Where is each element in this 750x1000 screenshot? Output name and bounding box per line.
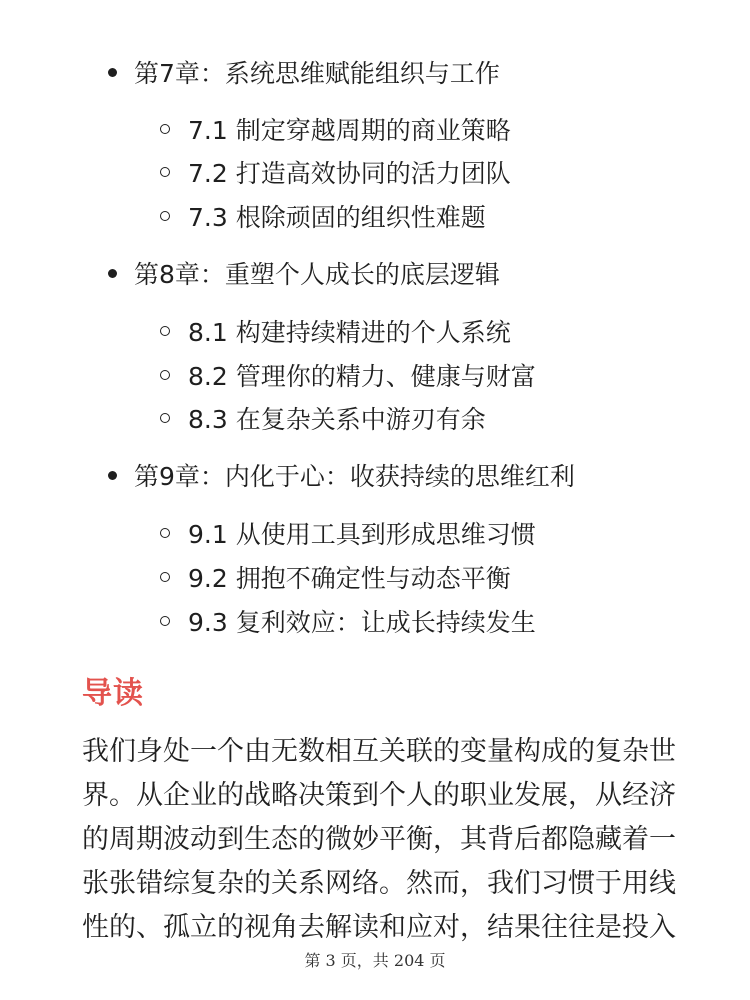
section-title: 7.3 根除顽固的组织性难题 — [188, 203, 486, 232]
toc-chapter-8 — [112, 251, 500, 295]
toc-section-9-3 — [160, 599, 536, 643]
section-title: 7.2 打造高效协同的活力团队 — [188, 159, 511, 188]
toc-section-9-1 — [160, 511, 536, 555]
page-number-footer: 第 3 页，共 204 页 — [304, 951, 446, 970]
bullet-circle-icon — [160, 167, 170, 177]
toc-chapter-7 — [112, 50, 500, 94]
bullet-dot-icon — [108, 68, 117, 77]
chapter-title: 第7章：系统思维赋能组织与工作 — [134, 59, 500, 88]
paragraph-line: 的周期波动到生态的微妙平衡，其背后都隐藏着一 — [82, 824, 676, 855]
bullet-circle-icon — [160, 528, 170, 538]
section-title: 7.1 制定穿越周期的商业策略 — [188, 116, 511, 145]
chapter-title: 第8章：重塑个人成长的底层逻辑 — [134, 260, 500, 289]
toc-section-9-2 — [160, 555, 511, 599]
toc-section-7-2 — [160, 150, 511, 194]
section-title: 8.1 构建持续精进的个人系统 — [188, 318, 511, 347]
chapter-title: 第9章：内化于心：收获持续的思维红利 — [134, 462, 575, 491]
intro-paragraph — [82, 730, 676, 950]
section-title: 9.1 从使用工具到形成思维习惯 — [188, 520, 536, 549]
toc-section-7-1 — [160, 107, 511, 151]
section-title: 9.3 复利效应：让成长持续发生 — [188, 608, 536, 637]
paragraph-line: 张张错综复杂的关系网络。然而，我们习惯于用线 — [82, 868, 676, 899]
bullet-circle-icon — [160, 616, 170, 626]
toc-section-7-3 — [160, 194, 486, 238]
toc-section-8-2 — [160, 353, 536, 397]
bullet-circle-icon — [160, 370, 170, 380]
section-title: 8.3 在复杂关系中游刃有余 — [188, 405, 486, 434]
toc-chapter-9 — [112, 453, 575, 497]
section-title: 9.2 拥抱不确定性与动态平衡 — [188, 564, 511, 593]
bullet-circle-icon — [160, 572, 170, 582]
bullet-circle-icon — [160, 413, 170, 423]
paragraph-line: 界。从企业的战略决策到个人的职业发展，从经济 — [82, 780, 676, 811]
paragraph-line: 性的、孤立的视角去解读和应对，结果往往是投入 — [82, 912, 676, 943]
bullet-circle-icon — [160, 326, 170, 336]
paragraph-line: 我们身处一个由无数相互关联的变量构成的复杂世 — [82, 736, 676, 767]
toc-section-8-1 — [160, 309, 511, 353]
bullet-circle-icon — [160, 124, 170, 134]
section-heading: 导读 — [82, 676, 144, 711]
bullet-dot-icon — [108, 471, 117, 480]
bullet-circle-icon — [160, 211, 170, 221]
toc-section-8-3 — [160, 396, 486, 440]
bullet-dot-icon — [108, 269, 117, 278]
section-title: 8.2 管理你的精力、健康与财富 — [188, 362, 536, 391]
